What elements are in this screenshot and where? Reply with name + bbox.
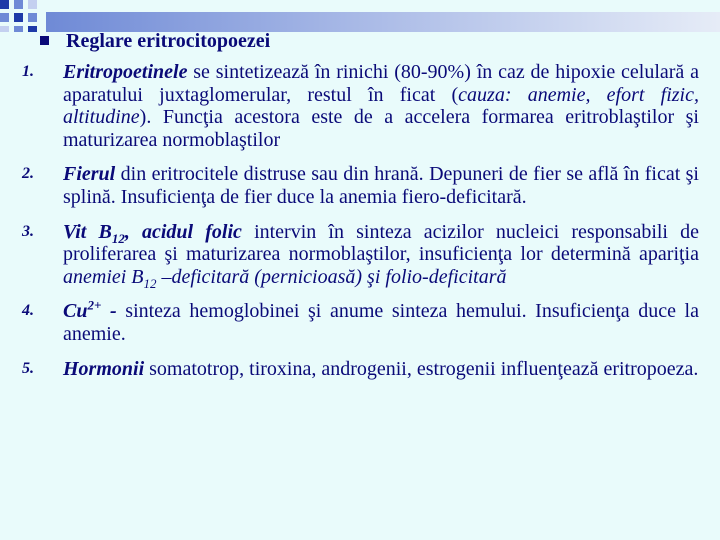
list-item: [22, 61, 699, 151]
item-separator: ,: [124, 220, 142, 243]
square-bullet-icon: [40, 36, 49, 45]
item-text: intervin în sinteza acizilor nucleici responsabili de proliferarea şi maturizarea normoblaştilor, insuficienţa lor determină apariţia: [63, 220, 700, 266]
item-term-superscript: 2+: [87, 297, 102, 313]
deco-square: [0, 0, 9, 9]
deco-square: [0, 13, 9, 22]
item-term: acidul folic: [142, 220, 242, 243]
item-number: 1.: [22, 63, 34, 80]
item-term: Vit B: [63, 220, 112, 243]
item-text-italic: cauza: anemie, efort fizic, altitudine: [63, 83, 699, 129]
item-number: 4.: [22, 302, 34, 320]
item-term: Hormonii: [63, 357, 145, 380]
item-text: din eritrocitele distruse sau din hrană. Depuneri de fier se află în ficat şi splină. Insuficienţa de fier duce la anemia fiero-deficitară.: [63, 163, 699, 208]
deco-square: [0, 26, 9, 32]
deco-square: [28, 26, 37, 32]
item-number: 3.: [22, 222, 34, 240]
list-item: [22, 297, 699, 345]
heading: Reglare eritrocitopoezei: [66, 30, 271, 52]
item-number: 5.: [22, 359, 34, 377]
item-text-subscript: 12: [143, 275, 157, 291]
item-text: sinteza hemoglobinei şi anume sinteza hemului. Insuficienţa duce la anemie.: [63, 300, 699, 345]
deco-square: [28, 13, 37, 22]
item-number: 2.: [22, 165, 34, 183]
item-term: Cu: [63, 300, 88, 323]
item-text: se sintetizează în rinichi (80-90%) în caz de hipoxie celulară a aparatului juxtaglomerular, restul în ficat (: [63, 61, 699, 106]
numbered-list: [22, 61, 699, 392]
item-dash: -: [101, 300, 117, 323]
item-text: ). Funcţia acestora este de a accelera formarea eritroblaştilor şi maturizarea normoblaştilor: [63, 106, 699, 151]
heading-row: [40, 28, 270, 54]
item-term: Eritropoetinele: [63, 61, 188, 83]
list-item: [22, 221, 699, 289]
item-term: Fierul: [63, 163, 116, 186]
deco-square: [14, 26, 23, 32]
item-text-italic: anemiei B: [63, 265, 144, 288]
list-item: [22, 163, 699, 208]
item-term-subscript: 12: [111, 230, 125, 246]
deco-square: [28, 0, 37, 9]
item-text: somatotrop, tiroxina, androgenii, estrogenii influenţează eritropoeza.: [144, 357, 699, 380]
deco-square: [14, 0, 23, 9]
list-item: [22, 358, 699, 381]
deco-square: [14, 13, 23, 22]
item-text-italic: –deficitară (pernicioasă) şi folio-deficitară: [156, 265, 507, 288]
